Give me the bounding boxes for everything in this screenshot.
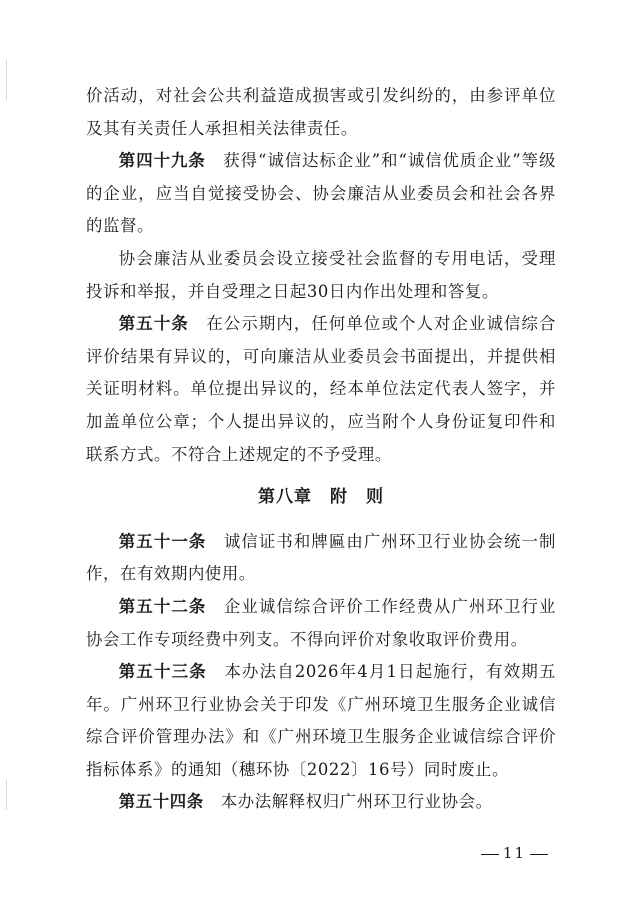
dash-right <box>530 854 548 855</box>
chapter-heading: 第八章 附 则 <box>258 487 384 508</box>
page-number-footer <box>477 844 552 862</box>
article-49 <box>86 145 556 243</box>
paragraph-hotline: 协会廉洁从业委员会设立接受社会监督的专用电话，受理投诉和举报，并自受理之日起30日内作出处理和答复。 <box>86 248 556 301</box>
document-body <box>86 80 556 819</box>
article-text: 诚信证书和牌匾由广州环卫行业协会统一制作，在有效期内使用。 <box>86 531 556 584</box>
article-text: 企业诚信综合评价工作经费从广州环卫行业协会工作专项经费中列支。不得向评价对象收取评价费用。 <box>86 596 556 649</box>
article-53 <box>86 656 556 786</box>
article-label: 第五十一条 <box>118 531 207 551</box>
article-text: 本办法解释权归广州环卫行业协会。 <box>220 792 493 812</box>
article-text: 在公示期内，任何单位或个人对企业诚信综合评价结果有异议的，可向廉洁从业委员会书面提出，并提供相关证明材料。单位提出异议的，经本单位法定代表人签字，并加盖单位公章；个人提出异议的，应当附个人身份证复印件和联系方式。不符合上述规定的不予受理。 <box>86 314 557 464</box>
article-label: 第五十三条 <box>118 662 207 682</box>
article-text: 本办法自2026年4月1日起施行，有效期五年。广州环卫行业协会关于印发《广州环境卫生服务企业诚信综合评价管理办法》和《广州环境卫生服务企业诚信综合评价指标体系》的通知（穗环协〔2022〕16号）同时废止。 <box>86 662 556 779</box>
page-number: 11 <box>502 844 526 862</box>
article-52 <box>86 591 556 656</box>
paragraph-continuation: 价活动，对社会公共利益造成损害或引发纠纷的，由参评单位及其有关责任人承担相关法律责任。 <box>86 86 556 138</box>
article-label: 第五十四条 <box>118 792 204 812</box>
article-51 <box>86 526 556 591</box>
article-54 <box>86 786 556 819</box>
article-text: 获得“诚信达标企业”和“诚信优质企业”等级的企业，应当自觉接受协会、协会廉洁从业委员会和社会各界的监督。 <box>86 151 557 236</box>
article-label: 第五十条 <box>118 314 189 334</box>
dash-left <box>481 854 499 855</box>
scan-artifact <box>6 60 7 100</box>
article-label: 第五十二条 <box>118 596 207 616</box>
article-50 <box>86 308 556 471</box>
article-label: 第四十九条 <box>118 151 206 171</box>
scan-artifact <box>6 780 7 810</box>
